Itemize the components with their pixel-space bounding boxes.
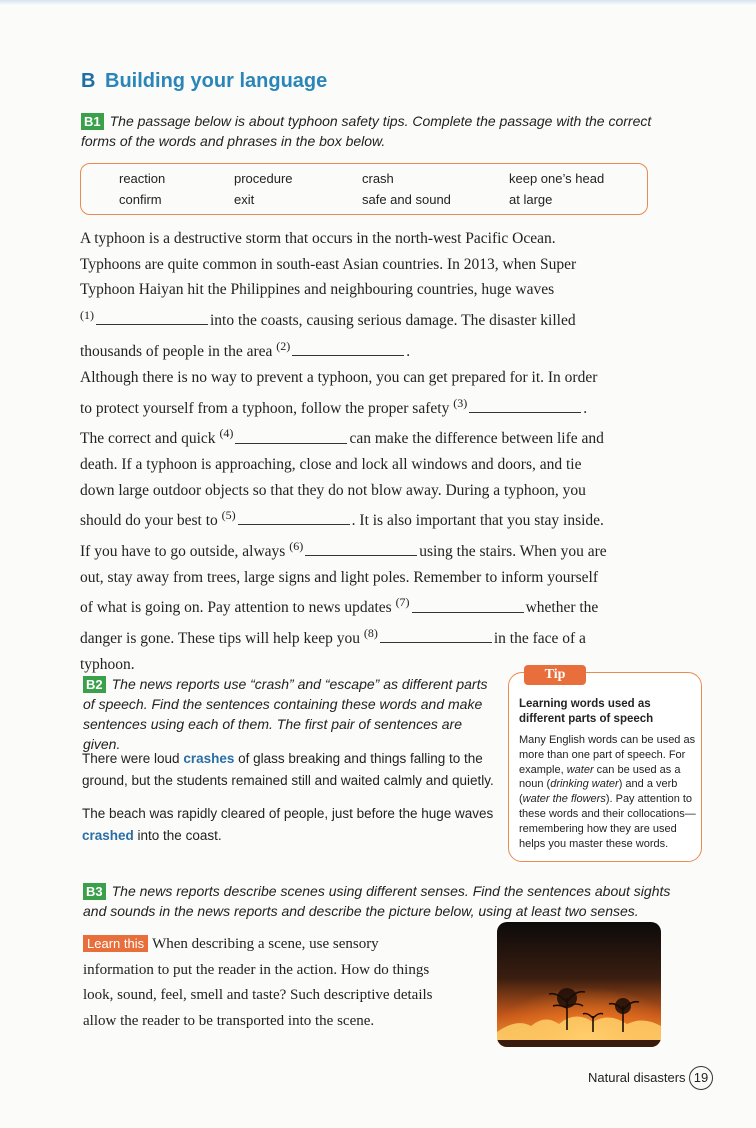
b3-instruction-line2: and sounds in the news reports and describe the picture below, using at least two senses. — [83, 903, 639, 919]
top-edge — [0, 0, 756, 5]
b1-instruction-line2: forms of the words and phrases in the box below. — [81, 133, 386, 149]
passage-paragraph-2: Although there is no way to prevent a typhoon, you can get prepared for it. In order to protect yourself from a typhoon, follow the proper safety $^{(3)}$ . The correct and quick $^{(4)}$ can make the difference between life and death. If a typhoon is approaching, close and lock all windows and doors, and tie down large outdoor objects so that they do not blow away. During a typhoon, you should do your best to $^{(5)}$ . It is also important that you stay inside. If you have to go outside, always $^{(6)}$ using the stairs. When you are out, stay away from trees, large signs and light poles. Remember to inform yourself of what is going on. Pay attention to news updates $^{(7)}$ whether the danger is gone. These tips will help keep you $^{(8)}$ in the face of a typhoon. — [80, 369, 607, 673]
b3-instruction — [83, 881, 703, 921]
chapter-name: Natural disasters — [588, 1070, 686, 1085]
word-box — [80, 163, 648, 215]
passage-line: should do your best to — [80, 512, 218, 530]
passage-line: of what is going on. Pay attention to news updates — [80, 599, 392, 617]
example-text: There were loud — [82, 751, 184, 766]
passage-line: Typhoon Haiyan hit the Philippines and neighbouring countries, huge waves — [80, 281, 555, 299]
example-text: The beach was rapidly cleared of people, just before the huge waves — [82, 806, 494, 821]
tip-text: water — [566, 763, 594, 776]
learn-this-label: Learn this — [83, 935, 148, 952]
passage-line: whether the — [525, 599, 599, 617]
blank-number: (3) — [453, 395, 468, 410]
answer-blank-7[interactable] — [412, 600, 524, 613]
b2-tag: B2 — [83, 676, 106, 693]
passage-line: The correct and quick — [80, 430, 216, 448]
word-item: crash — [362, 171, 394, 186]
tip-text: ) and a verb ( — [519, 778, 678, 806]
b2-instruction — [83, 674, 503, 754]
answer-blank-4[interactable] — [235, 431, 347, 444]
blank-number: (8) — [363, 626, 378, 641]
section-letter: B — [81, 70, 96, 92]
passage-line: typhoon. — [80, 655, 135, 673]
tip-text: can be used as a noun ( — [519, 763, 681, 791]
word-item: exit — [234, 192, 255, 207]
word-item: procedure — [234, 171, 293, 186]
wildfire-image — [497, 922, 661, 1047]
b1-instruction-line1: The passage below is about typhoon safety tips. Complete the passage with the correct — [109, 113, 652, 129]
b1-tag: B1 — [81, 113, 104, 130]
b1-instruction — [81, 111, 681, 151]
blank-number: (1) — [80, 307, 94, 322]
answer-blank-6[interactable] — [305, 543, 417, 556]
passage-line: using the stairs. When you are — [419, 543, 607, 561]
tip-body — [519, 733, 697, 851]
learn-line: allow the reader to be transported into the scene. — [83, 1012, 375, 1029]
example-sentence-1 — [82, 748, 502, 792]
tip-text: drinking water — [550, 778, 619, 791]
answer-blank-8[interactable] — [380, 630, 492, 643]
example-sentence-2 — [82, 803, 502, 847]
passage-line: down large outdoor objects so that they do not blow away. During a typhoon, you — [80, 481, 586, 499]
tip-text: Many English words can be used as more than one part of speech. For example, — [519, 734, 696, 776]
word-item: reaction — [119, 171, 166, 186]
passage-line: out, stay away from trees, large signs and light poles. Remember to inform yourself — [80, 568, 598, 586]
passage-line: to protect yourself from a typhoon, follow the proper safety — [80, 399, 450, 417]
passage-line: . It is also important that you stay inside. — [351, 512, 604, 530]
example-keyword: crashed — [82, 828, 134, 843]
tip-label: Tip — [524, 665, 586, 685]
passage-line: If you have to go outside, always — [80, 543, 286, 561]
blank-number: (5) — [221, 508, 236, 523]
answer-blank-1[interactable] — [96, 312, 208, 325]
passage-line: A typhoon is a destructive storm that occurs in the north-west Pacific Ocean. — [80, 230, 556, 247]
passage-line: can make the difference between life and — [349, 430, 604, 448]
b2-instruction-line: sentences using each of them. The first pair of sentences are given. — [83, 716, 462, 752]
word-item: confirm — [119, 192, 162, 207]
passage-paragraph-1: A typhoon is a destructive storm that occurs in the north-west Pacific Ocean. Typhoons are quite common in south-east Asian countries. In 2013, when Super Typhoon Haiyan hit the Philippines and neighbouring countries, huge waves $^{(1)}$ into the coasts, causing serious damage. The disaster killed thousands of people in the area $^{(2)}$ . — [80, 230, 577, 360]
learn-line: When describing a scene, use sensory — [152, 936, 379, 952]
passage-line: Typhoons are quite common in south-east Asian countries. In 2013, when Super — [80, 255, 577, 273]
example-text: into the coast. — [133, 828, 222, 843]
word-item: keep one’s head — [509, 171, 605, 186]
tip-text: water the flowers — [522, 793, 606, 806]
page-number: 19 — [689, 1066, 713, 1090]
blank-number: (2) — [276, 338, 291, 353]
learn-line: information to put the reader in the action. How do things — [83, 961, 430, 978]
tip-box — [508, 672, 702, 862]
section-title: Building your language — [105, 70, 328, 92]
passage-line: danger is gone. These tips will help keep you — [80, 630, 360, 648]
word-item: at large — [509, 192, 553, 207]
learn-line: look, sound, feel, smell and taste? Such descriptive details — [83, 987, 433, 1004]
answer-blank-3[interactable] — [469, 400, 581, 413]
tip-text: ). Pay attention to these words and their collocations—remembering how they are used helps you master these words. — [519, 793, 696, 850]
answer-blank-2[interactable] — [292, 343, 404, 356]
section-heading — [81, 70, 327, 93]
passage-line: in the face of a — [493, 630, 586, 648]
example-text: ground, but the students remained still and waited calmly and quietly. — [82, 773, 494, 788]
wildfire-photo — [497, 922, 661, 1047]
passage-line: into the coasts, causing serious damage. The disaster killed — [210, 311, 576, 329]
passage-line: thousands of people in the area — [80, 342, 273, 360]
passage-line: death. If a typhoon is approaching, close and lock all windows and doors, and tie — [80, 456, 582, 474]
tip-title: Learning words used as different parts of speech — [519, 698, 654, 725]
b3-tag: B3 — [83, 883, 106, 900]
b2-instruction-line: of speech. Find the sentences containing these words and make — [83, 696, 483, 712]
blank-number: (7) — [395, 595, 410, 610]
b2-instruction-line: The news reports use “crash” and “escape” as different parts — [111, 676, 488, 692]
example-text: of glass breaking and things falling to the — [234, 751, 483, 766]
word-item: safe and sound — [362, 192, 451, 207]
blank-number: (6) — [289, 539, 304, 554]
example-keyword: crashes — [183, 751, 235, 766]
blank-number: (4) — [219, 426, 234, 441]
passage-line: Although there is no way to prevent a typhoon, you can get prepared for it. In order — [80, 369, 598, 386]
answer-blank-5[interactable] — [238, 512, 350, 525]
b3-instruction-line1: The news reports describe scenes using different senses. Find the sentences about sights — [111, 883, 671, 899]
learn-this-note — [83, 932, 493, 1034]
